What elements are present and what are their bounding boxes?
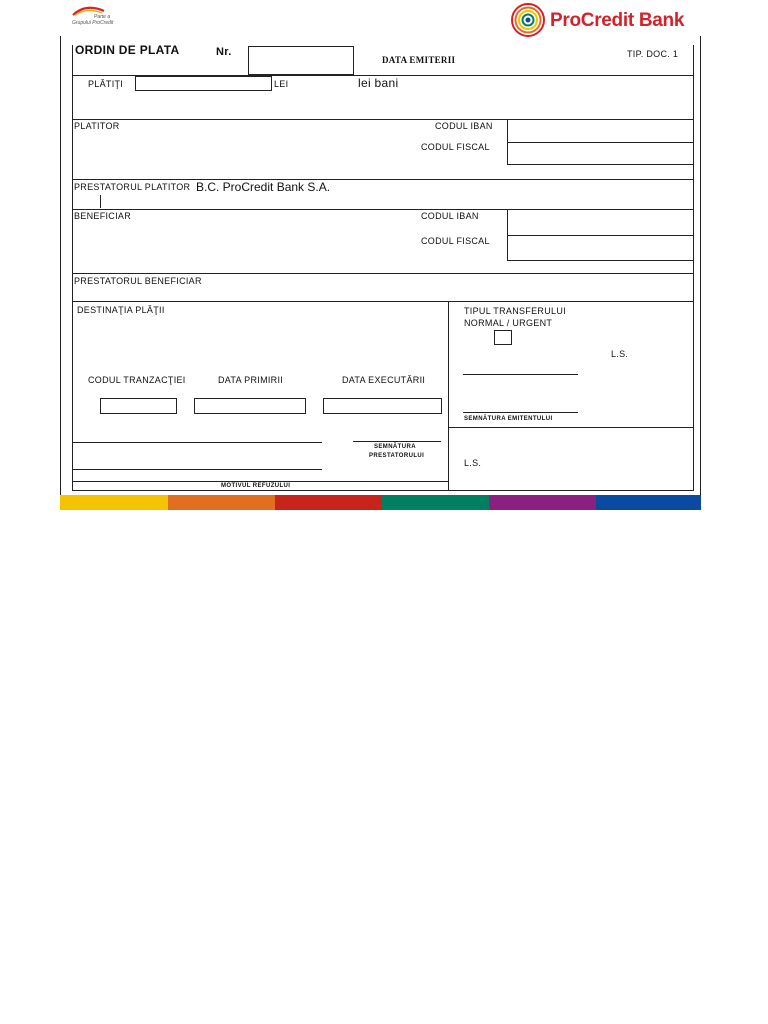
tagline-line2: Grupului ProCredit — [72, 20, 114, 26]
transfer-type-value: NORMAL / URGENT — [464, 318, 553, 328]
stripe-orange — [168, 495, 275, 510]
beneficiary-code-line — [507, 260, 693, 261]
provider-signature-line — [353, 441, 441, 442]
nr-label: Nr. — [216, 46, 232, 58]
beneficiary-provider-label: PRESTATORUL BENEFICIAR — [74, 276, 202, 286]
row-line — [72, 179, 693, 180]
issuer-signature-line — [463, 374, 578, 375]
inner-right-border — [693, 45, 694, 491]
procredit-emblem-icon — [510, 2, 546, 38]
payer-label: PLATITOR — [74, 121, 120, 131]
row-line — [72, 301, 693, 302]
transaction-code-label: CODUL TRANZACŢIEI — [88, 375, 186, 385]
bank-name: ProCredit Bank — [550, 10, 685, 31]
execution-date-label: DATA EXECUTĂRII — [342, 375, 426, 385]
issuer-signature-label: SEMNĂTURA EMITENTULUI — [464, 416, 553, 422]
ls-label-top: L.S. — [611, 349, 629, 359]
beneficiary-iban-label: CODUL IBAN — [421, 211, 479, 221]
signature-line — [72, 442, 322, 443]
stripe-blue — [596, 495, 701, 510]
stripe-red — [275, 495, 382, 510]
transfer-type-label: TIPUL TRANSFERULUI — [464, 306, 566, 316]
signature-line — [72, 469, 322, 470]
form-title: ORDIN DE PLATA — [75, 43, 180, 57]
payer-fiscal-input[interactable] — [508, 143, 693, 164]
form-left-border — [60, 36, 61, 495]
receipt-date-label: DATA PRIMIRII — [218, 375, 284, 385]
ls-label-bottom: L.S. — [464, 458, 482, 468]
refusal-reason-label: MOTIVUL REFUZULUI — [221, 483, 291, 489]
provider-signature-label-2: PRESTATORULUI — [369, 453, 425, 459]
pay-label: PLĂTIŢI — [88, 79, 124, 89]
provider-signature-label-1: SEMNĂTURA — [374, 444, 416, 450]
lei-bani-label: lei bani — [358, 76, 399, 90]
beneficiary-label: BENEFICIAR — [74, 211, 132, 221]
execution-date-input[interactable] — [323, 398, 442, 414]
text-cursor — [100, 195, 101, 208]
form-bottom-line — [72, 490, 693, 491]
doc-type-label: TIP. DOC. 1 — [627, 49, 679, 59]
procredit-group-logo — [70, 6, 140, 28]
form-right-border — [700, 36, 701, 495]
transaction-code-input[interactable] — [100, 398, 177, 414]
issuer-signature-line — [463, 412, 578, 413]
refusal-line — [72, 481, 448, 482]
payer-iban-input[interactable] — [508, 120, 693, 142]
receipt-date-input[interactable] — [194, 398, 306, 414]
issue-date-label: DATA EMITERII — [382, 55, 456, 65]
beneficiary-iban-input[interactable] — [508, 210, 693, 235]
lower-right-line — [448, 427, 693, 428]
purpose-label: DESTINAŢIA PLĂŢII — [77, 305, 165, 315]
payer-provider-label: PRESTATORUL PLATITOR — [74, 182, 191, 192]
tagline-line1: Parte a — [94, 14, 111, 20]
lei-label: LEI — [274, 79, 289, 89]
urgent-checkbox[interactable] — [494, 330, 512, 345]
payer-iban-label: CODUL IBAN — [435, 121, 493, 131]
stripe-yellow — [60, 495, 168, 510]
nr-input[interactable] — [248, 46, 354, 75]
inner-left-border — [72, 45, 73, 491]
beneficiary-fiscal-label: CODUL FISCAL — [421, 236, 490, 246]
stripe-green — [382, 495, 489, 510]
payer-fiscal-label: CODUL FISCAL — [421, 142, 490, 152]
payer-code-line — [507, 164, 693, 165]
row-line — [72, 273, 693, 274]
beneficiary-fiscal-input[interactable] — [508, 236, 693, 260]
amount-words-input[interactable] — [135, 76, 272, 91]
payer-provider-value: B.C. ProCredit Bank S.A. — [196, 180, 331, 194]
procredit-bank-logo — [510, 2, 710, 38]
lower-divider — [448, 301, 449, 491]
stripe-purple — [489, 495, 596, 510]
